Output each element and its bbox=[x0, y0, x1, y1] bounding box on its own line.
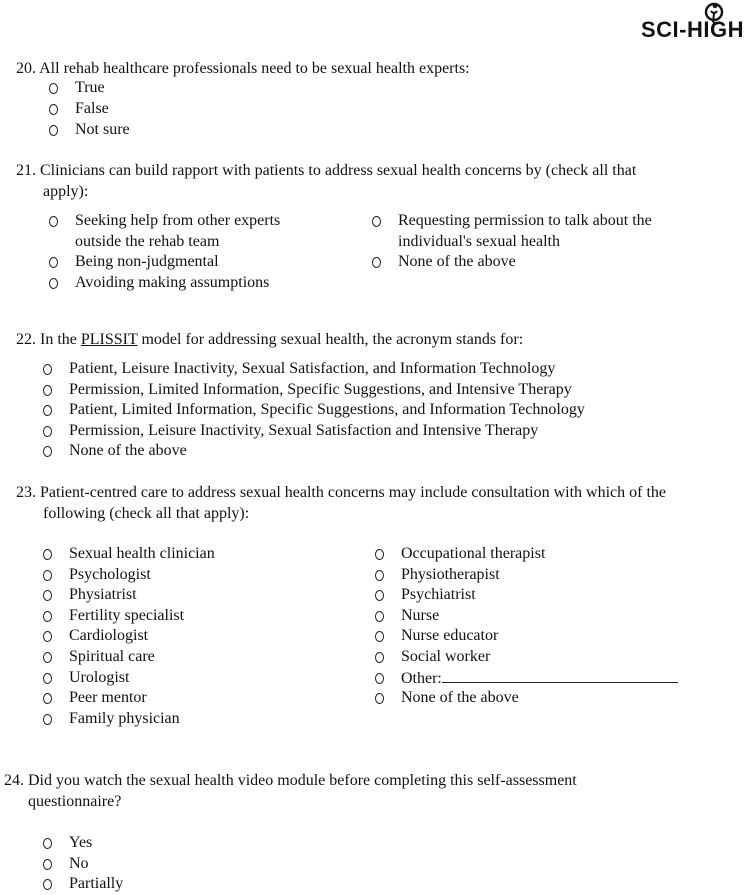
q23-checkbox-psychologist[interactable] bbox=[43, 570, 52, 581]
q21-question-line1: 21. Clinicians can build rapport with patients to address sexual health concerns by (check all that bbox=[16, 162, 637, 179]
q24-radio-partially[interactable] bbox=[43, 879, 52, 890]
q23-checkbox-social-worker[interactable] bbox=[375, 652, 384, 663]
q22-option-5: None of the above bbox=[69, 442, 187, 459]
q24-question-line1: 24. Did you watch the sexual health video module before completing this self-assessment bbox=[4, 772, 577, 789]
q23-option-other-label: Other: bbox=[401, 670, 442, 687]
q22-option-3: Patient, Limited Information, Specific Suggestions, and Information Technology bbox=[69, 401, 585, 418]
q22-radio-5[interactable] bbox=[43, 446, 52, 457]
q22-radio-3[interactable] bbox=[43, 405, 52, 416]
q23-option-none: None of the above bbox=[401, 689, 519, 706]
q23-checkbox-physiotherapist[interactable] bbox=[375, 570, 384, 581]
q22-question-suffix: model for addressing sexual health, the acronym stands for: bbox=[137, 331, 524, 348]
q23-checkbox-sexual-health-clinician[interactable] bbox=[43, 549, 52, 560]
q23-checkbox-psychiatrist[interactable] bbox=[375, 590, 384, 601]
q22-acronym: PLISSIT bbox=[80, 331, 138, 348]
q23-option-sexual-health-clinician: Sexual health clinician bbox=[69, 545, 215, 562]
q21-checkbox-none[interactable] bbox=[372, 257, 381, 268]
q23-checkbox-fertility-specialist[interactable] bbox=[43, 611, 52, 622]
q20-radio-false[interactable] bbox=[49, 104, 58, 115]
q22-radio-2[interactable] bbox=[43, 385, 52, 396]
q20-radio-true[interactable] bbox=[49, 83, 58, 94]
q22-option-4: Permission, Leisure Inactivity, Sexual Satisfaction and Intensive Therapy bbox=[69, 422, 539, 439]
q23-checkbox-nurse-educator[interactable] bbox=[375, 631, 384, 642]
q23-option-nurse-educator: Nurse educator bbox=[401, 627, 499, 644]
q23-option-spiritual-care: Spiritual care bbox=[69, 648, 155, 665]
q21-checkbox-seeking-help[interactable] bbox=[49, 216, 58, 227]
q20-option-false: False bbox=[75, 100, 109, 117]
q23-other-input-line[interactable] bbox=[442, 668, 678, 683]
q23-checkbox-family-physician[interactable] bbox=[43, 714, 52, 725]
q20-option-true: True bbox=[75, 79, 105, 96]
q22-option-1: Patient, Leisure Inactivity, Sexual Satisfaction, and Information Technology bbox=[69, 360, 556, 377]
q23-option-cardiologist: Cardiologist bbox=[69, 627, 149, 644]
q22-option-2: Permission, Limited Information, Specific Suggestions, and Intensive Therapy bbox=[69, 381, 572, 398]
q20-radio-not-sure[interactable] bbox=[49, 125, 58, 136]
q24-radio-no[interactable] bbox=[43, 859, 52, 870]
q23-question-line1: 23. Patient-centred care to address sexual health concerns may include consultation with which of the bbox=[16, 484, 667, 501]
q23-checkbox-occupational-therapist[interactable] bbox=[375, 549, 384, 560]
q23-checkbox-spiritual-care[interactable] bbox=[43, 652, 52, 663]
q22-question bbox=[16, 330, 523, 351]
q21-question-line2: apply): bbox=[43, 183, 89, 200]
q22-radio-4[interactable] bbox=[43, 426, 52, 437]
q24-radio-yes[interactable] bbox=[43, 838, 52, 849]
q23-option-fertility-specialist: Fertility specialist bbox=[69, 607, 185, 624]
q21-option-seeking-help-line1: Seeking help from other experts bbox=[75, 212, 281, 229]
q23-checkbox-none[interactable] bbox=[375, 693, 384, 704]
q23-option-other bbox=[401, 668, 678, 690]
q23-checkbox-peer-mentor[interactable] bbox=[43, 693, 52, 704]
q21-option-non-judgmental: Being non-judgmental bbox=[75, 253, 219, 270]
q23-checkbox-urologist[interactable] bbox=[43, 673, 52, 684]
q21-checkbox-non-judgmental[interactable] bbox=[49, 257, 58, 268]
q23-checkbox-cardiologist[interactable] bbox=[43, 631, 52, 642]
q21-option-requesting-permission-line2: individual's sexual health bbox=[398, 233, 560, 250]
q23-option-physiotherapist: Physiotherapist bbox=[401, 566, 500, 583]
q23-checkbox-nurse[interactable] bbox=[375, 611, 384, 622]
q23-checkbox-other[interactable] bbox=[375, 673, 384, 684]
q23-checkbox-physiatrist[interactable] bbox=[43, 590, 52, 601]
q21-option-avoiding-assumptions: Avoiding making assumptions bbox=[75, 274, 270, 291]
q24-option-yes: Yes bbox=[69, 834, 93, 851]
q23-question-line2: following (check all that apply): bbox=[43, 505, 250, 522]
q20-option-not-sure: Not sure bbox=[75, 121, 130, 138]
q21-checkbox-requesting-permission[interactable] bbox=[372, 216, 381, 227]
q21-option-seeking-help-line2: outside the rehab team bbox=[75, 233, 220, 250]
q24-question-line2: questionnaire? bbox=[28, 793, 122, 810]
q21-checkbox-avoiding-assumptions[interactable] bbox=[49, 278, 58, 289]
q23-option-urologist: Urologist bbox=[69, 669, 130, 686]
q23-option-psychologist: Psychologist bbox=[69, 566, 151, 583]
sci-high-logo bbox=[641, 2, 749, 46]
q21-option-none: None of the above bbox=[398, 253, 516, 270]
q22-radio-1[interactable] bbox=[43, 364, 52, 375]
q24-option-partially: Partially bbox=[69, 875, 124, 892]
q21-option-requesting-permission-line1: Requesting permission to talk about the bbox=[398, 212, 652, 229]
q23-option-occupational-therapist: Occupational therapist bbox=[401, 545, 546, 562]
q23-option-social-worker: Social worker bbox=[401, 648, 491, 665]
logo-text: SCI-HIGH bbox=[641, 17, 744, 42]
q23-option-family-physician: Family physician bbox=[69, 710, 180, 727]
q24-option-no: No bbox=[69, 855, 89, 872]
q22-question-prefix: 22. In the bbox=[16, 331, 81, 348]
q23-option-physiatrist: Physiatrist bbox=[69, 586, 137, 603]
q23-option-psychiatrist: Psychiatrist bbox=[401, 586, 476, 603]
q23-option-peer-mentor: Peer mentor bbox=[69, 689, 147, 706]
q20-question: 20. All rehab healthcare professionals need to be sexual health experts: bbox=[16, 60, 470, 77]
q23-option-nurse: Nurse bbox=[401, 607, 440, 624]
